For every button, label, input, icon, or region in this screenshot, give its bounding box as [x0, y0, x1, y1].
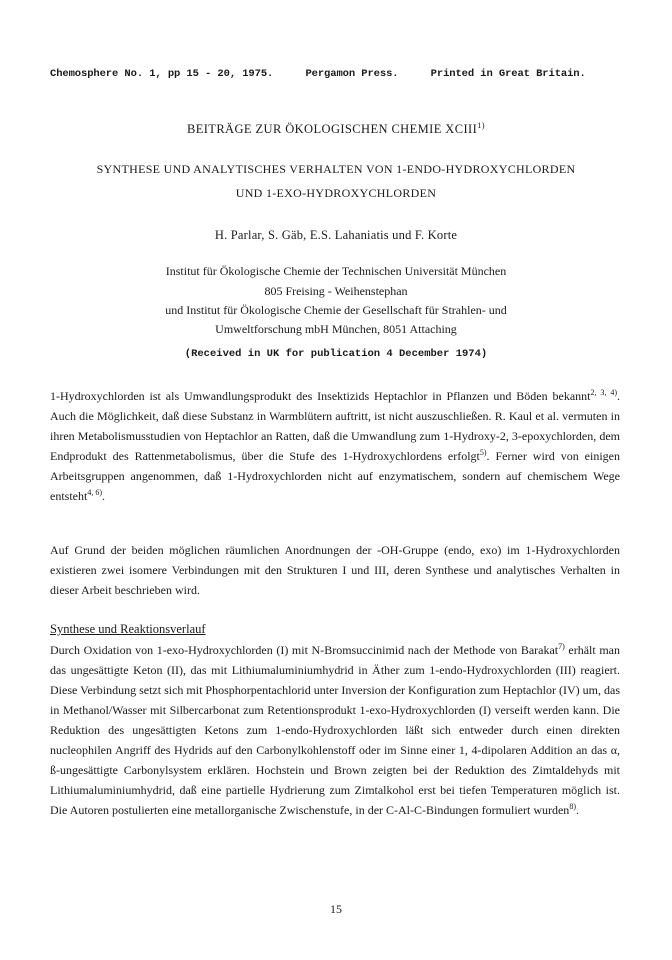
synthesis-text-b: erhält man das ungesättigte Keton (II), das mit Lithiumaluminiumhydrid in Äther zum 1-endo-Hydroxychlorden (III) reagiert. Diese Verbindung setzt sich mit Phosphorpentachlorid unter Inversion der Konfiguration zum Heptachlor (IV) um, das in Methanol/Wasser mit Silbercarbonat zum Retentionsprodukt 1-exo-Hydroxychlorden (I) verseift werden kann. Die Reduktion des ungesättigten Ketons zum 1-endo-Hydroxychlorden läßt sich entweder durch einen direkten nucleophilen Angriff des Hydrids auf den Carbonylkohlenstoff oder im Sinne einer 1, 4-dipolaren Addition an das α, ß-ungesättigte Carbonylsystem erklären. Hochstein und Brown zeigten bei der Reduktion des Zimtaldehyds mit Lithiumaluminiumhydrid, daß eine partielle Hydrierung zum Zimtalkohol erst bei tiefen Temperaturen möglich ist. Die Autoren postulierten eine metallorganische Zwischenstufe, in der C-Al-C-Bindungen formuliert wurden: [50, 643, 620, 817]
series-title-footnote: 1): [477, 120, 486, 130]
synthesis-paragraph: [50, 640, 620, 820]
page-number: 15: [330, 902, 342, 916]
synthesis-text-c: .: [575, 803, 579, 817]
affiliation-line3: und Institut für Ökologische Chemie der Gesellschaft für Strahlen- und: [165, 303, 507, 317]
paper-title-line2: UND 1-EXO-HYDROXYCHLORDEN: [235, 186, 437, 200]
intro-text-c: . Ferner wird von einigen Arbeitsgruppen angenommen, daß 1-Hydroxychlorden nicht auf enzymatischem, sondern auf chemischem Wege entsteht: [50, 449, 620, 503]
affiliation-line2: 805 Freising - Weihenstephan: [264, 284, 408, 298]
series-title-text: BEITRÄGE ZUR ÖKOLOGISCHEN CHEMIE XCIII: [186, 122, 478, 137]
citation-ref: 2, 3, 4): [590, 388, 618, 397]
affiliation-line4: Umweltforschung mbH München, 8051 Attaching: [215, 322, 457, 336]
intro-text-b: . Auch die Möglichkeit, daß diese Substanz in Warmblütern auftritt, ist nicht auszuschließen. R. Kaul et al. vermuten in ihren Metabolismusstudien von Heptachlor an Ratten, daß die Umwandlung zum 1-Hydroxy-2, 3-epoxychlorden, dem Endprodukt des Rattenmetabolismus, über die Stufe des 1-Hydroxychlordens erfolgt: [50, 389, 621, 463]
paper-title-line1: SYNTHESE UND ANALYTISCHES VERHALTEN VON 1-ENDO-HYDROXYCHLORDEN: [96, 162, 576, 176]
printed-location: Printed in Great Britain.: [430, 68, 586, 80]
citation-ref: 5): [479, 448, 487, 457]
author-list: H. Parlar, S. Gäb, E.S. Lahaniatis und F. Korte: [214, 228, 458, 242]
series-title: [0, 120, 672, 137]
synthesis-text-a: Durch Oxidation von 1-exo-Hydroxychlorden (I) mit N-Bromsuccinimid nach der Methode von Barakat: [50, 643, 559, 657]
section-heading: Synthese und Reaktionsverlauf: [50, 622, 206, 636]
received-date: (Received in UK for publication 4 December 1974): [184, 348, 488, 360]
journal-citation: Chemosphere No. 1, pp 15 - 20, 1975.: [50, 68, 274, 80]
affiliation-line1: Institut für Ökologische Chemie der Technischen Universität München: [165, 264, 507, 278]
intro-paragraph: [50, 386, 620, 506]
citation-ref: 7): [558, 642, 565, 651]
isomer-paragraph: Auf Grund der beiden möglichen räumlichen Anordnungen der -OH-Gruppe (endo, exo) im 1-Hydroxychlorden existieren zwei isomere Verbindungen mit den Strukturen I und III, deren Synthese und analytisches Verhalten in dieser Arbeit beschrieben wird.: [50, 543, 620, 597]
intro-text-a: 1-Hydroxychlorden ist als Umwandlungsprodukt des Insektizids Heptachlor in Pflanzen und Böden bekannt: [50, 389, 591, 403]
citation-ref: 4, 6): [87, 488, 102, 497]
publisher: Pergamon Press.: [305, 68, 399, 80]
citation-ref: 8): [569, 802, 576, 811]
journal-header: [50, 68, 620, 80]
intro-text-d: .: [102, 489, 105, 503]
